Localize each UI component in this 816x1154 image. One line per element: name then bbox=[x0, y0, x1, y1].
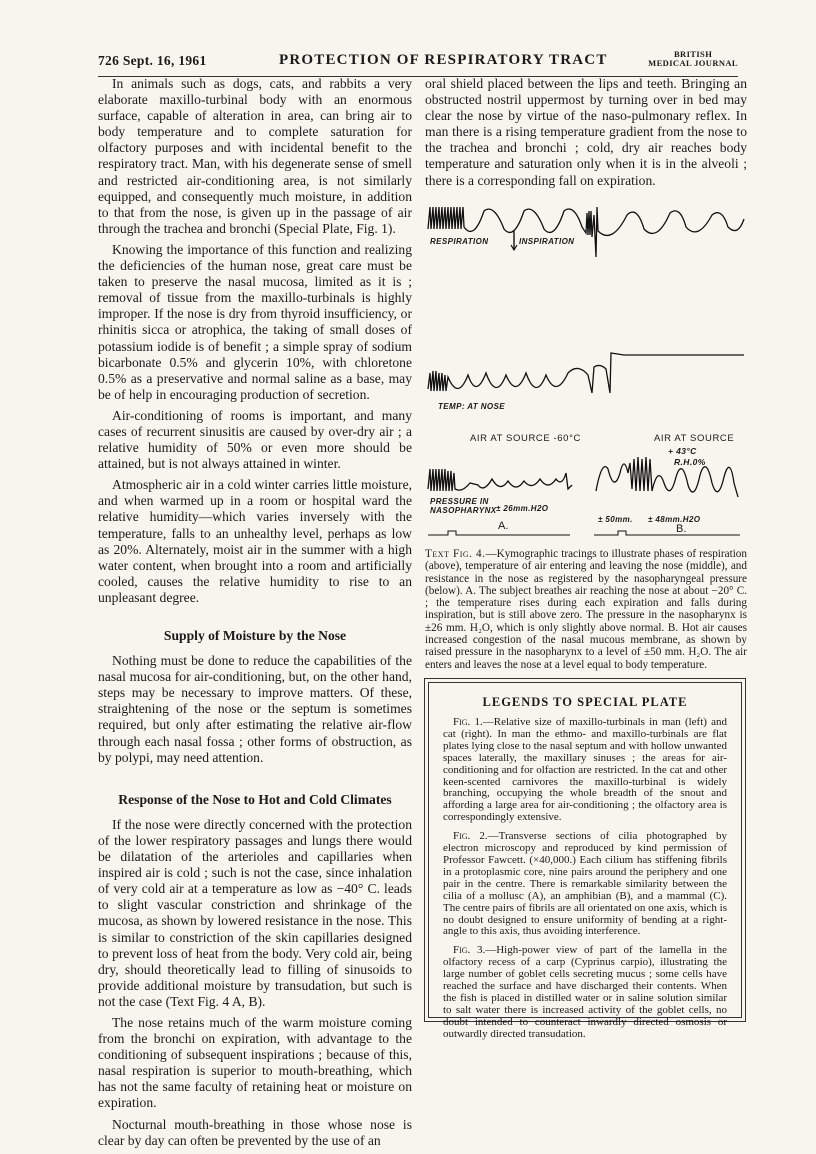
paragraph: In animals such as dogs, cats, and rabbits a very elaborate maxillo-turbinal body with an enormous surface, capable of alteration in area, can bring air to body temperature and to complete saturation for olfactory purposes and with incidental benefit to the respiratory tract. Man, with his degenerate sense of smell and restricted air-conditioning area, is not similarly equipped, and consequently much moisture, in addition to that from the nose, is given up in the passage of air through the trachea and bronchi (Special Plate, Fig. 1). bbox=[98, 76, 412, 236]
label-air-source-a: AIR AT SOURCE -60°C bbox=[470, 433, 581, 444]
running-title: PROTECTION OF RESPIRATORY TRACT bbox=[279, 52, 608, 68]
paragraph: oral shield placed between the lips and teeth. Bringing an obstructed nostril uppermost by turning over in bed may clear the nose by virtue of the naso-pulmonary reflex. In man there is a rising temperature gradient from the nose to the trachea and bronchi ; cold, dry air reaches body temperature and saturation only when it is in the alveoli ; there is a corresponding fall on expiration. bbox=[425, 76, 747, 188]
event-marker-line bbox=[428, 531, 740, 535]
label-panel-b: B. bbox=[676, 523, 687, 535]
legend-fig2: Fig. 2.—Transverse sections of cilia photographed by electron microscopy and reproduced by kind permission of Professor Fawcett. (×40,000.) Each cilium has stiffening fibrils in a protoplasmic core, nine pairs around the periphery and one pair in the centre. There is remarkable similarity between the cilia of a mollusc (A), an amphibian (B), and a mammal (C). The centre pairs of fibrils are all orientated on one axis, which is no doubt designed to ensure uniformity of bending at a right-angle to this axis, thus avoiding interference. bbox=[443, 830, 727, 938]
label-pressure-in: PRESSURE IN bbox=[430, 497, 489, 506]
caption-label: Text Fig. 4. bbox=[425, 548, 486, 560]
paragraph: Atmospheric air in a cold winter carries little moisture, and when warmed up in a room or hospital ward the relative humidity—which varies inversely with the temperature, falls to an unhealthy level, perhaps as low as 20%. Alternately, moist air in the summer with a high water content, when brought into a room and artificially cooled, causes the relative humidity to rise to an unpleasant degree. bbox=[98, 477, 412, 605]
paragraph: The nose retains much of the warm moisture coming from the bronchi on expiration, with advantage to the conditioning of subsequent inspirations ; because of this, nasal respiration is superior to mouth-breathing, which has not the same faculty of retaining heat or moisture on expiration. bbox=[98, 1014, 412, 1111]
label-pressure-a: ± 26mm.H2O bbox=[496, 504, 549, 513]
paragraph: Nocturnal mouth-breathing in those whose nose is clear by day can often be prevented by the use of an bbox=[98, 1116, 412, 1148]
label-air-source-b-rh: R.H.0% bbox=[674, 457, 706, 467]
figure-caption bbox=[425, 548, 747, 671]
legends-box bbox=[424, 678, 746, 1040]
paragraph: If the nose were directly concerned with the protection of the lower respiratory passages and lungs there would be dilatation of the arterioles and capillaries when inspired air is cold ; such is not the case, since inhalation of very cold air at a temperature as low as −40° C. leads to slight vascular constriction and shrinkage of the mucosa, as shown by lowered resistance in the nose. This is similar to constriction of the skin capillaries designed to prevent loss of heat from the body. Very cold air, being dry, should theoretically lead to filling of sinusoids to provide additional moisture by transudation, but such is not the case (Text Fig. 4 A, B). bbox=[98, 816, 412, 1009]
kymograph-figure bbox=[422, 193, 750, 543]
temperature-trace bbox=[428, 353, 744, 393]
label-air-source-b-temp: + 43°C bbox=[668, 446, 697, 456]
label-pressure-b2: ± 48mm.H2O bbox=[648, 515, 701, 524]
caption-text: —Kymographic tracings to illustrate phases of respiration (above), temperature of air entering and leaving the nose (middle), and resistance in the nose as registered by the nasopharyngeal pressure (below). A. The subject breathes air reaching the nose at about −20° C. ; the temperature rises during each expiration and falls during inspiration, but is still above zero. The pressure in the nasopharynx is ±26 mm. H₂O, which is only slightly above normal. B. Hot air causes increased congestion of the nasal mucous membrane, as shown by raised pressure in the nasopharynx to a level of ±50 mm. H₂O. The air enters and leaves the nose at a level equal to body temperature. bbox=[425, 548, 747, 671]
section-heading: Supply of Moisture by the Nose bbox=[163, 628, 347, 643]
label-inspiration: INSPIRATION bbox=[519, 237, 575, 246]
page-number-date: 726 Sept. 16, 1961 bbox=[98, 53, 207, 68]
respiration-trace bbox=[428, 207, 744, 257]
label-temp-at-nose: TEMP: AT NOSE bbox=[438, 402, 505, 411]
legend-fig3: Fig. 3.—High-power view of part of the lamella in the olfactory recess of a carp (Cyprinus carpio), illustrating the large number of goblet cells secreting mucus ; some cells have reached the surface and have discharged their contents. When the fish is placed in distilled water or in saline solution similar to salt water there is increased activity of the goblet cells, no doubt intended to counteract inwardly directed osmosis or outwardly directed transudation. bbox=[443, 944, 727, 1040]
label-pressure-b1: ± 50mm. bbox=[598, 515, 633, 524]
label-nasopharynx: NASOPHARYNX bbox=[430, 506, 497, 515]
paragraph: Air-conditioning of rooms is important, and many cases of recurrent sinusitis are caused by over-dry air ; a relative humidity of 50% or even more should be attained, but is not always attained in winter. bbox=[98, 407, 412, 472]
label-panel-a: A. bbox=[498, 520, 509, 532]
left-column bbox=[98, 76, 412, 1154]
section-heading: Response of the Nose to Hot and Cold Climates bbox=[118, 791, 392, 807]
page-header bbox=[98, 50, 738, 77]
right-column-top bbox=[425, 76, 747, 194]
pressure-trace bbox=[428, 469, 572, 491]
legends-title: LEGENDS TO SPECIAL PLATE bbox=[482, 695, 688, 709]
journal-name: BRITISH MEDICAL JOURNAL bbox=[648, 49, 738, 68]
paragraph: Nothing must be done to reduce the capabilities of the nasal mucosa for air-conditioning, but, on the other hand, steps may be necessary to improve matters. Of these, straightening of the nose or the septum is sometimes required, but only after estimating the relative air-flow through each nasal fossa ; other forms of obstruction, as by polypi, may need attention. bbox=[98, 653, 412, 765]
label-air-source-b: AIR AT SOURCE bbox=[654, 433, 735, 444]
paragraph: Knowing the importance of this function and realizing the deficiencies of the human nose, great care must be taken to preserve the nasal mucosa, limited as it is ; removal of tissue from the maxillo-turbinals is highly improper. If the nose is dry from thyroid insufficiency, or rhinitis sicca or atrophica, the taking of small doses of potassium iodide is of benefit ; a simple spray of sodium bicarbonate 0.5% and glycerin 10%, with chloretone 0.5% as a preservative and normal saline as a base, may be of help in encouraging production of secretion. bbox=[98, 241, 412, 402]
pressure-trace-b bbox=[596, 457, 738, 497]
legend-fig1: Fig. 1.—Relative size of maxillo-turbinals in man (left) and cat (right). In man the ethmo- and maxillo-turbinals are flat plates lying close to the nasal septum and with hollow unwanted spaces laterally, the maxillary sinuses ; the areas for air-conditioning and for olfaction are restricted. In the cat and other keen-scented carnivores the maxillo-turbinal is widely branching, occupying the whole breadth of the snout and affording a large area for air-conditioning ; the olfactory area is correspondingly extensive. bbox=[443, 716, 727, 824]
label-respiration: RESPIRATION bbox=[430, 237, 489, 246]
